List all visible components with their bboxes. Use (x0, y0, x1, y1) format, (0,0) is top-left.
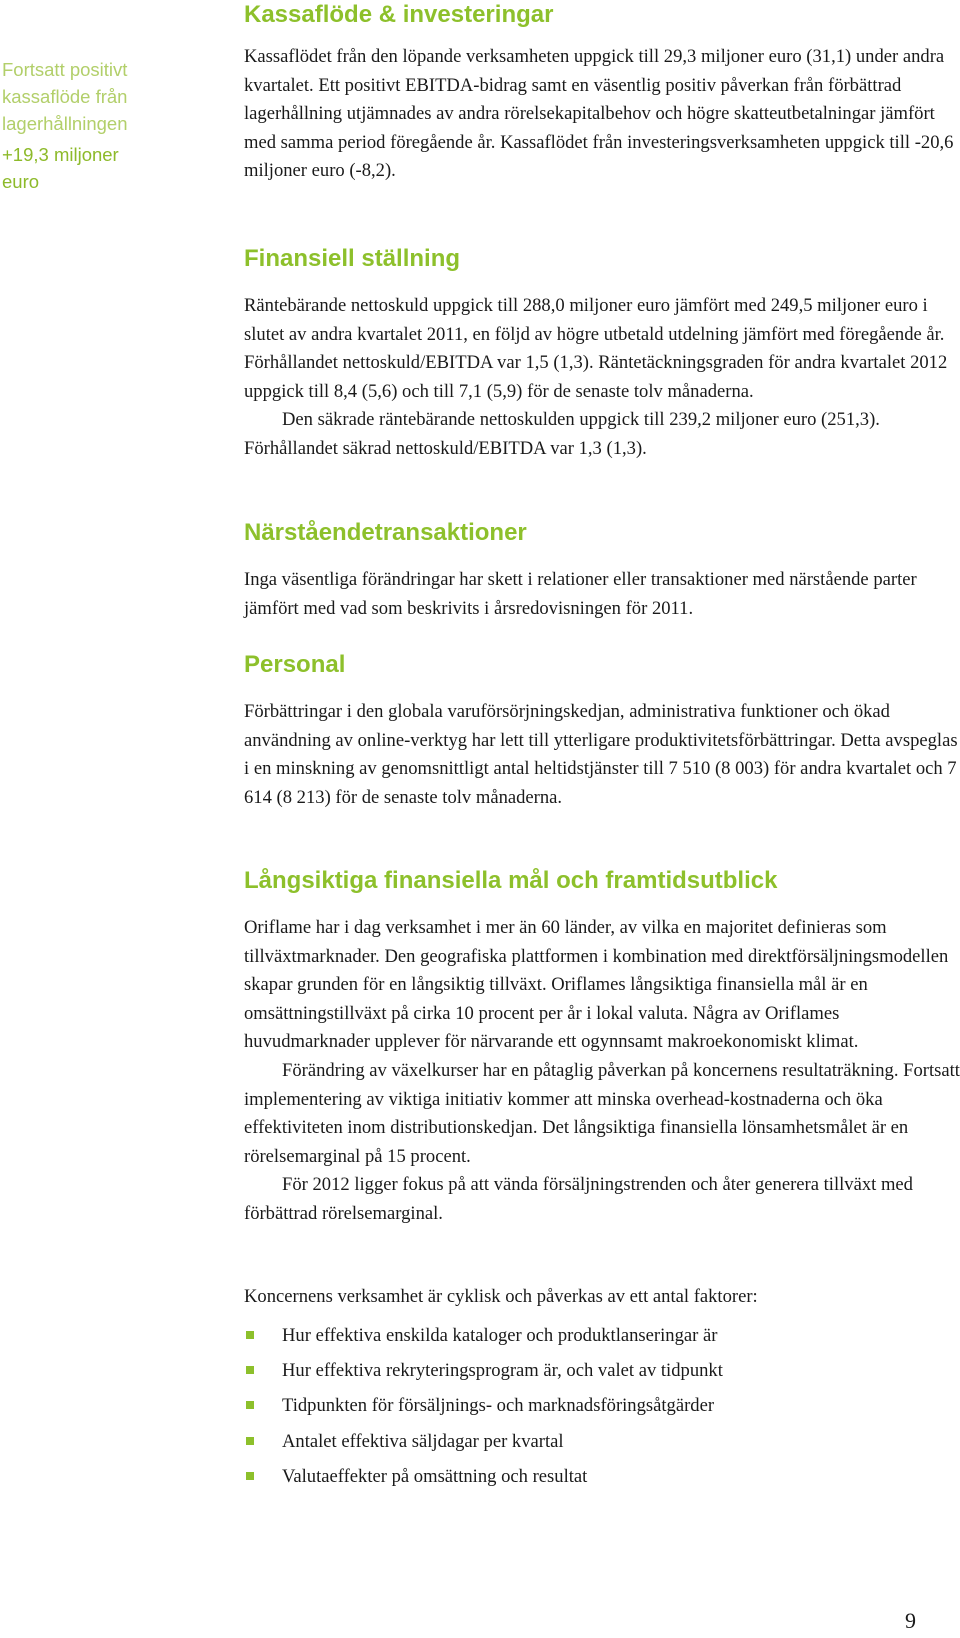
section-title: Finansiell ställning (244, 245, 461, 272)
list-item-text: Valutaeffekter på omsättning och resultat (282, 1466, 588, 1488)
paragraph: Räntebärande nettoskuld uppgick till 288,0 miljoner euro jämfört med 249,5 miljoner euro i slutet av andra kvartalet 2011, en följd av högre utbetald utdelning jämfört med föregående år. Förhållandet nettoskuld/EBITDA var 1,5 (1,3). Räntetäckningsgraden för andra kvartalet 2012 uppgick till 8,4 (5,6) och till 7,1 (5,9) för de senaste tolv månaderna. (244, 295, 948, 402)
list-item-text: Hur effektiva enskilda kataloger och produktlanseringar är (282, 1324, 718, 1346)
margin-note (2, 56, 152, 195)
paragraph: Kassaflödet från den löpande verksamheten uppgick till 29,3 miljoner euro (31,1) under andra kvartalet. Ett positivt EBITDA-bidrag samt en väsentlig positiv påverkan från förbättrad lagerhållning utjämnades av andra rörelsekapitalbehov och högre skatteutbetalningar jämfört med samma period föregående år. Kassaflödet från investeringsverksamheten uppgick till -20,6 miljoner euro (-8,2). (244, 46, 954, 182)
section-langsiktiga-mal (244, 866, 960, 1229)
margin-note-value (2, 141, 152, 195)
margin-note-value-line: euro (2, 171, 40, 192)
paragraph: Förändring av växelkurser har en påtaglig påverkan på koncernens resultaträkning. Fortsatt implementering av viktiga initiativ kommer att minska overhead-kostnaderna och öka effektiviteten inom distributionskedjan. Det långsiktiga finansiella lönsamhetsmålet är en rörelsemarginal på 15 procent. (244, 1059, 960, 1167)
margin-note-line: Fortsatt positivt (2, 59, 128, 80)
section-kassaflode (244, 0, 960, 186)
section-title: Närståendetransaktioner (244, 519, 527, 546)
paragraph: Oriflame har i dag verksamhet i mer än 60 länder, av vilka en majoritet definieras som tillväxtmarknader. Den geografiska plattformen i kombination med direktförsäljningsmodellen skapar grunden för en långsiktig tillväxt. Oriflames långsiktiga finansiella mål är en omsättningstillväxt på cirka 10 procent per år i lokal valuta. Några av Oriflames huvudmarknader upplever för närvarande ett ogynnsamt makroekonomiskt klimat. (244, 917, 949, 1053)
list-item (244, 1424, 960, 1459)
square-bullet-icon (246, 1331, 254, 1339)
list-item (244, 1353, 960, 1388)
margin-note-value-line: +19,3 miljoner (2, 144, 119, 165)
list-item-text: Antalet effektiva säljdagar per kvartal (282, 1430, 564, 1452)
page-number: 9 (905, 1608, 916, 1633)
paragraph: Inga väsentliga förändringar har skett i relationer eller transaktioner med närstående parter jämfört med vad som beskrivits i årsredovisningen för 2011. (244, 569, 917, 619)
list-item (244, 1388, 960, 1423)
section-personal (244, 650, 960, 812)
margin-note-line: kassaflöde från (2, 86, 128, 107)
section-narstaendetransaktioner (244, 518, 960, 623)
list-item-text: Hur effektiva rekryteringsprogram är, och valet av tidpunkt (282, 1360, 723, 1381)
factors-intro: Koncernens verksamhet är cyklisk och påverkas av ett antal faktorer: (244, 1286, 758, 1307)
paragraph: För 2012 ligger fokus på att vända försäljningstrenden och åter generera tillväxt med förbättrad rörelsemarginal. (244, 1174, 913, 1224)
square-bullet-icon (246, 1401, 254, 1409)
factors-list-section (244, 1283, 960, 1495)
margin-note-line: lagerhållningen (2, 113, 128, 134)
section-title: Långsiktiga finansiella mål och framtidsutblick (244, 867, 778, 894)
paragraph: Den säkrade räntebärande nettoskulden uppgick till 239,2 miljoner euro (251,3). Förhållandet säkrad nettoskuld/EBITDA var 1,3 (1,3). (244, 409, 880, 459)
square-bullet-icon (246, 1472, 254, 1480)
margin-note-text (2, 56, 152, 137)
paragraph: Förbättringar i den globala varuförsörjningskedjan, administrativa funktioner och ökad användning av online-verktyg har lett till ytterligare produktivitetsförbättringar. Detta avspeglas i en minskning av genomsnittligt antal heltidstjänster till 7 510 (8 003) för andra kvartalet och 7 614 (8 213) för de senaste tolv månaderna. (244, 701, 958, 808)
square-bullet-icon (246, 1437, 254, 1445)
list-item (244, 1459, 960, 1494)
factors-list (244, 1318, 960, 1495)
section-title: Personal (244, 651, 346, 678)
section-title: Kassaflöde & investeringar (244, 1, 554, 28)
section-finansiell-stallning (244, 244, 960, 464)
square-bullet-icon (246, 1366, 254, 1374)
list-item-text: Tidpunkten för försäljnings- och marknadsföringsåtgärder (282, 1395, 715, 1417)
list-item (244, 1318, 960, 1353)
